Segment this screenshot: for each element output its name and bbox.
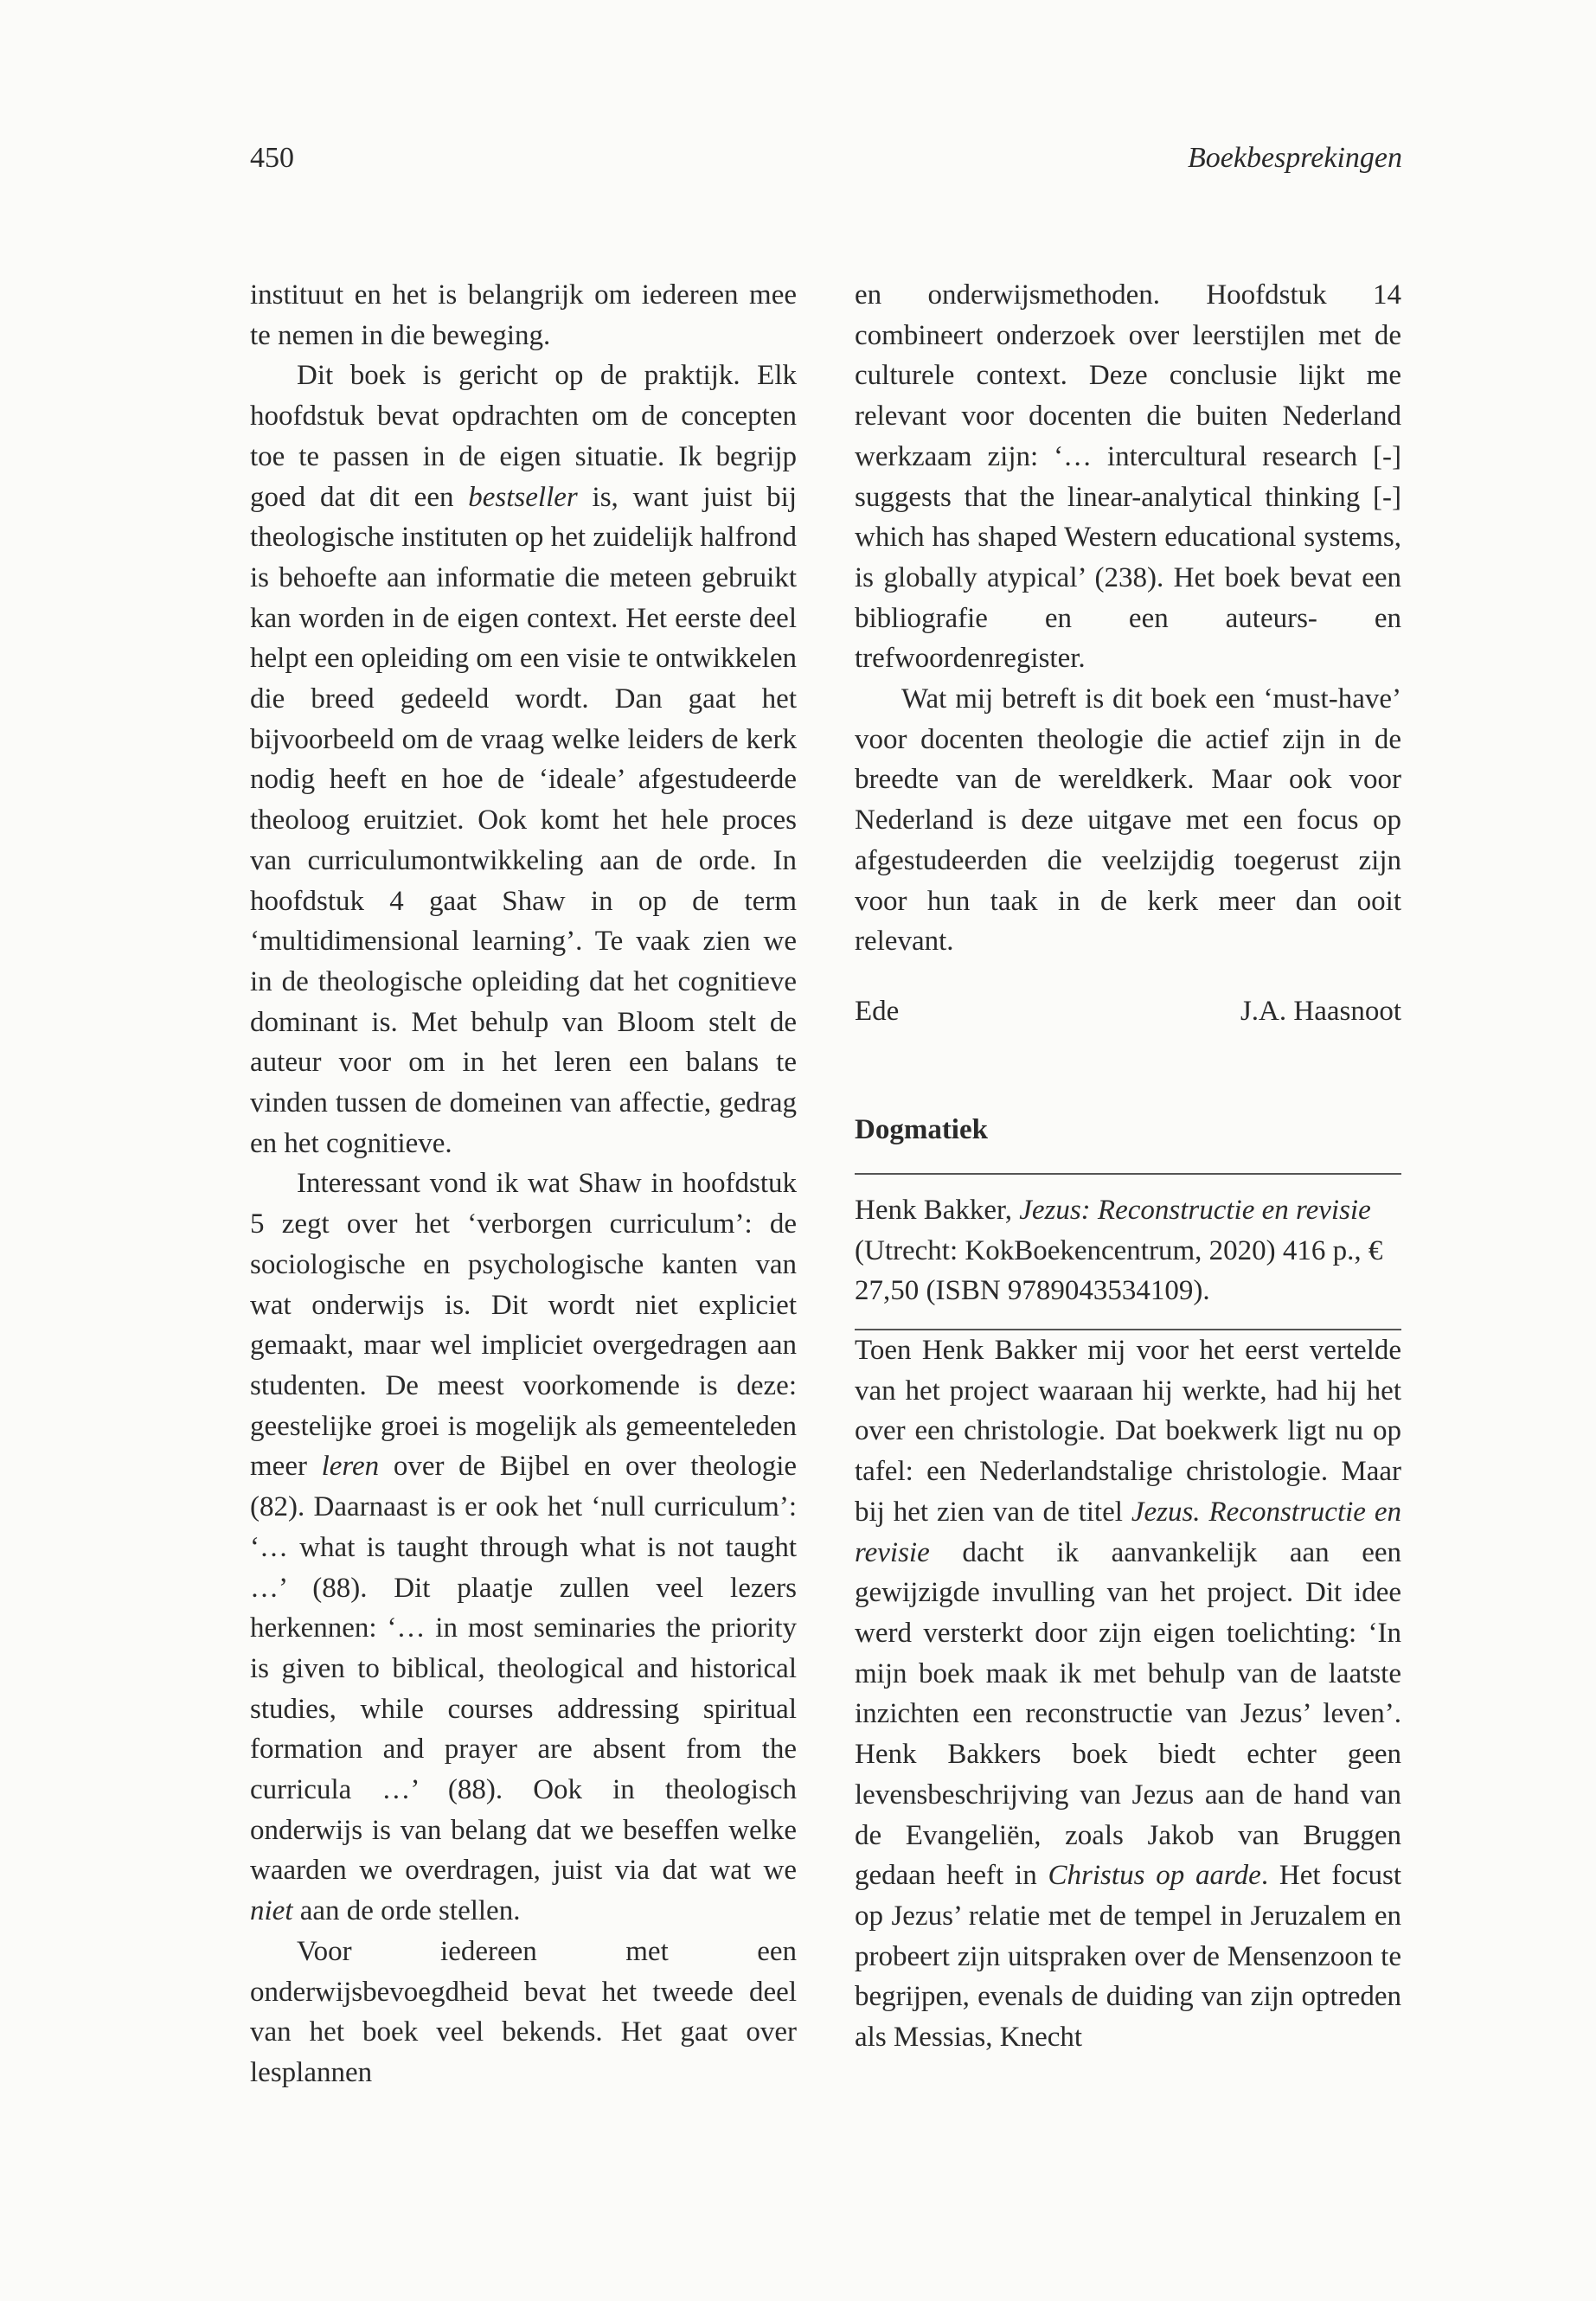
paragraph: Wat mij betreft is dit boek een ‘must-have’ voor docenten theologie die actief zijn in de breedte van de wereldkerk. Maar ook voor Nederland is deze uitgave met een focus op afgestudeerden die veelzijdig toegerust zijn voor hun taak in de kerk meer dan ooit relevant.	[855, 683, 1401, 958]
section-title: Boekbesprekingen	[1188, 142, 1402, 174]
page-number: 450	[250, 142, 294, 174]
running-head	[250, 142, 1402, 185]
paragraph: instituut en het is belangrijk om iedereen mee te nemen in die beweging.	[250, 279, 797, 351]
left-column	[250, 275, 797, 2093]
paragraph: Voor iedereen met een onderwijsbevoegdheid bevat het tweede deel van het boek veel bekends. Het gaat over lesplannen	[250, 1935, 797, 2088]
divider	[855, 1173, 1401, 1175]
signature-place: Ede	[855, 995, 900, 1027]
right-column	[855, 275, 1401, 2058]
bibliographic-entry: Henk Bakker, Jezus: Reconstructie en revisie (Utrecht: KokBoekencentrum, 2020) 416 p., € 27,50 (ISBN 9789043534109).	[855, 1194, 1383, 1307]
paragraph: en onderwijsmethoden. Hoofdstuk 14 combineert onderzoek over leerstijlen met de culturele context. Deze conclusie lijkt me relevant voor docenten die buiten Nederland werkzaam zijn: ‘… intercultural research [-] suggests that the linear-analytical thinking [-] which has shaped Western educational systems, is globally atypical’ (238). Het boek bevat een bibliografie en een auteurs- en trefwoordenregister.	[855, 279, 1401, 675]
review-signature	[855, 991, 1401, 1032]
paragraph: Toen Henk Bakker mij voor het eerst vertelde van het project waaraan hij werkte, had hij het over een christologie. Dat boekwerk ligt nu op tafel: een Nederlandstalige christologie. Maar bij het zien van de titel Jezus. Reconstructie en revisie dacht ik aanvankelijk aan een gewijzigde invulling van het project. Dit idee werd versterkt door zijn eigen toelichting: ‘In mijn boek maak ik met behulp van de laatste inzichten een reconstructie van Jezus’ leven’. Henk Bakkers boek biedt echter geen levensbeschrijving van Jezus aan de hand van de Evangeliën, zoals Jakob van Bruggen gedaan heeft in Christus op aarde. Het focust op Jezus’ relatie met de tempel in Jeruzalem en probeert zijn uitspraken over de Mensenzoon te begrijpen, evenals de duiding van zijn optreden als Messias, Knecht	[855, 1335, 1402, 2054]
signature-reviewer: J.A. Haasnoot	[1240, 995, 1401, 1027]
paragraph: Interessant vond ik wat Shaw in hoofdstuk 5 zegt over het ‘verborgen curriculum’: de sociologische en psychologische kanten van wat onderwijs is. Dit wordt niet expliciet gemaakt, maar wel impliciet overgedragen aan studenten. De meest voorkomende is deze: geestelijke groei is mogelijk als gemeenteleden meer leren over de Bijbel en over theologie (82). Daarnaast is er ook het ‘null curriculum’: ‘… what is taught through what is not taught …’ (88). Dit plaatje zullen veel lezers herkennen: ‘… in most seminaries the priority is given to biblical, theological and historical studies, while courses addressing spiritual formation and prayer are absent from the curricula …’ (88). Ook in theologisch onderwijs is van belang dat we beseffen welke waarden we overdragen, juist via dat wat we niet aan de orde stellen.	[250, 1168, 798, 1927]
paragraph: Dit boek is gericht op de praktijk. Elk hoofdstuk bevat opdrachten om de concepten toe te passen in de eigen situatie. Ik begrijp goed dat dit een bestseller is, want juist bij theologische instituten op het zuidelijk halfrond is behoefte aan informatie die meteen gebruikt kan worden in de eigen context. Het eerste deel helpt een opleiding om een visie te ontwikkelen die breed gedeeld wordt. Dan gaat het bijvoorbeeld om de vraag welke leiders de kerk nodig heeft en hoe de ‘ideale’ afgestudeerde theoloog eruitziet. Ook komt het hele proces van curriculumontwikkeling aan de orde. In hoofdstuk 4 gaat Shaw in op de term ‘multidimensional learning’. Te vaak zien we in de theologische opleiding dat het cognitieve dominant is. Met behulp van Bloom stelt de auteur voor om in het leren een balans te vinden tussen de domeinen van affectie, gedrag en het cognitieve.	[250, 360, 798, 1159]
section-heading: Dogmatiek	[855, 1113, 988, 1145]
